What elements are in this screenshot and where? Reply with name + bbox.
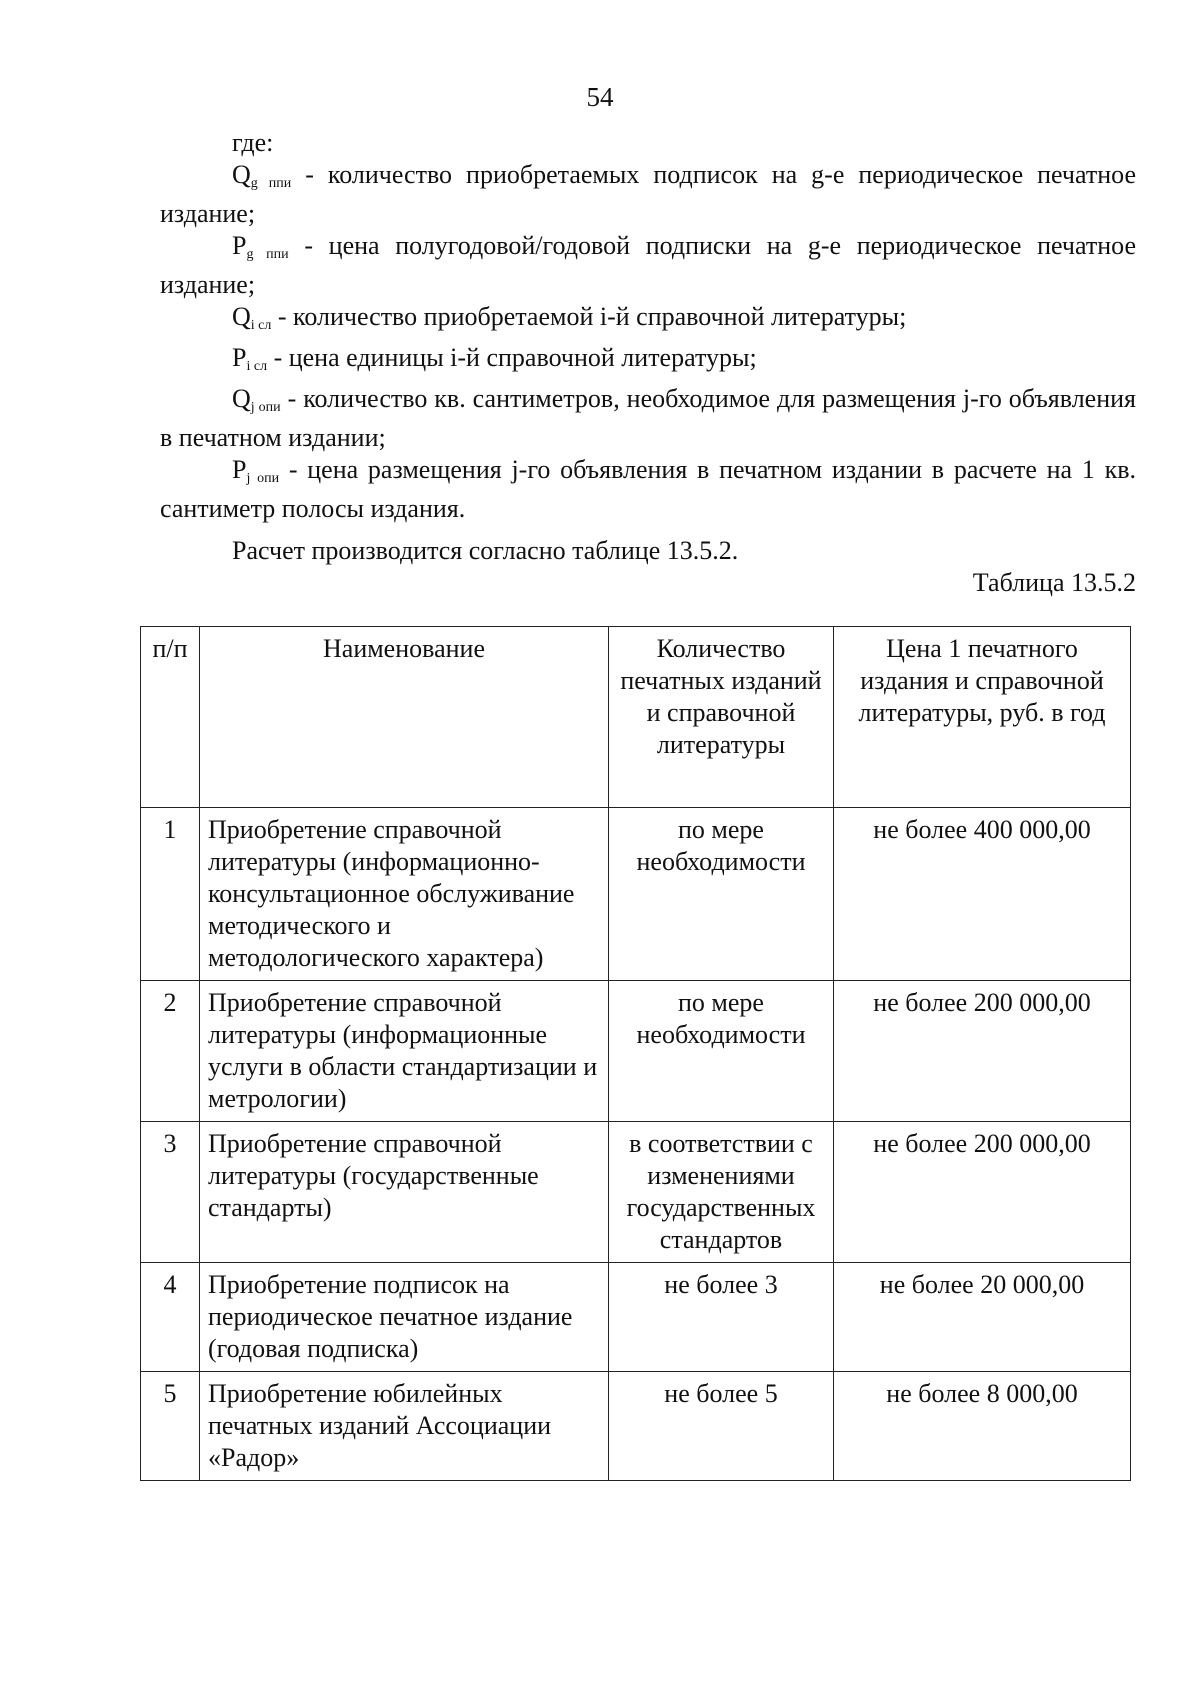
definition-text: - цена размещения j-го объявления в печатном издании в расчете на 1 кв. сантиметр полосы издания. xyxy=(160,455,1137,523)
variable-symbol: $Q_{j опи}$ xyxy=(232,384,281,415)
definition-item xyxy=(160,302,1136,341)
definition-text: - цена полугодовой/годовой подписки на g-е периодическое печатное издание; xyxy=(160,231,1136,299)
variable-symbol: $Q_{i сл}$ xyxy=(232,302,272,333)
row-name: Приобретение юбилейных печатных изданий Ассоциации «Радор» xyxy=(200,1372,609,1481)
row-number: 2 xyxy=(141,981,200,1122)
row-quantity: в соответствии с изменениями государственных стандартов xyxy=(609,1122,834,1263)
row-price: не более 20 000,00 xyxy=(834,1263,1131,1372)
table-row xyxy=(141,981,1131,1122)
intro-text: где: xyxy=(232,128,274,157)
row-quantity: по мере необходимости xyxy=(609,981,834,1122)
row-quantity: не более 3 xyxy=(609,1263,834,1372)
table-row xyxy=(141,808,1131,981)
row-price: не более 400 000,00 xyxy=(834,808,1131,981)
header-price: Цена 1 печатного издания и справочной литературы, руб. в год xyxy=(834,627,1131,808)
header-name: Наименование xyxy=(200,627,609,808)
row-name: Приобретение справочной литературы (государственные стандарты) xyxy=(200,1122,609,1263)
row-name: Приобретение справочной литературы (информационные услуги в области стандартизации и метрологии) xyxy=(200,981,609,1122)
document-body xyxy=(160,128,1136,566)
row-price: не более 200 000,00 xyxy=(834,1122,1131,1263)
row-number: 4 xyxy=(141,1263,200,1372)
definition-item xyxy=(160,231,1136,300)
table-caption: Таблица 13.5.2 xyxy=(972,568,1136,597)
definition-item xyxy=(160,455,1136,524)
definition-text: - количество приобретаемой i-й справочной литературы; xyxy=(277,302,907,331)
row-name: Приобретение справочной литературы (информационно-консультационное обслуживание методического и методологического характера) xyxy=(200,808,609,981)
definition-item xyxy=(160,343,1136,382)
row-number: 3 xyxy=(141,1122,200,1263)
variable-symbol: $P_{g ппи}$ xyxy=(232,231,289,262)
variable-symbol: $P_{i сл}$ xyxy=(232,343,268,374)
literature-table xyxy=(140,626,1131,1481)
row-price: не более 8 000,00 xyxy=(834,1372,1131,1481)
calculation-note: Расчет производится согласно таблице 13.5.2. xyxy=(232,536,739,565)
header-quantity: Количество печатных изданий и справочной литературы xyxy=(609,627,834,808)
table-row xyxy=(141,1372,1131,1481)
page-number: 54 xyxy=(586,82,614,112)
variable-symbol: $Q_{g ппи}$ xyxy=(232,160,292,191)
table-row xyxy=(141,1263,1131,1372)
definition-item xyxy=(160,384,1136,453)
row-number: 5 xyxy=(141,1372,200,1481)
variable-symbol: $P_{j опи}$ xyxy=(232,455,280,486)
row-number: 1 xyxy=(141,808,200,981)
table-header-row xyxy=(141,627,1131,808)
definition-text: - цена единицы i-й справочной литературы; xyxy=(273,343,757,372)
row-price: не более 200 000,00 xyxy=(834,981,1131,1122)
header-number: п/п xyxy=(141,627,200,808)
row-name: Приобретение подписок на периодическое печатное издание (годовая подписка) xyxy=(200,1263,609,1372)
definition-item xyxy=(160,160,1136,229)
definition-text: - количество приобретаемых подписок на g-е периодическое печатное издание; xyxy=(160,160,1136,228)
row-quantity: не более 5 xyxy=(609,1372,834,1481)
definition-text: - количество кв. сантиметров, необходимое для размещения j-го объявления в печатном издании; xyxy=(160,384,1137,452)
table-row xyxy=(141,1122,1131,1263)
row-quantity: по мере необходимости xyxy=(609,808,834,981)
